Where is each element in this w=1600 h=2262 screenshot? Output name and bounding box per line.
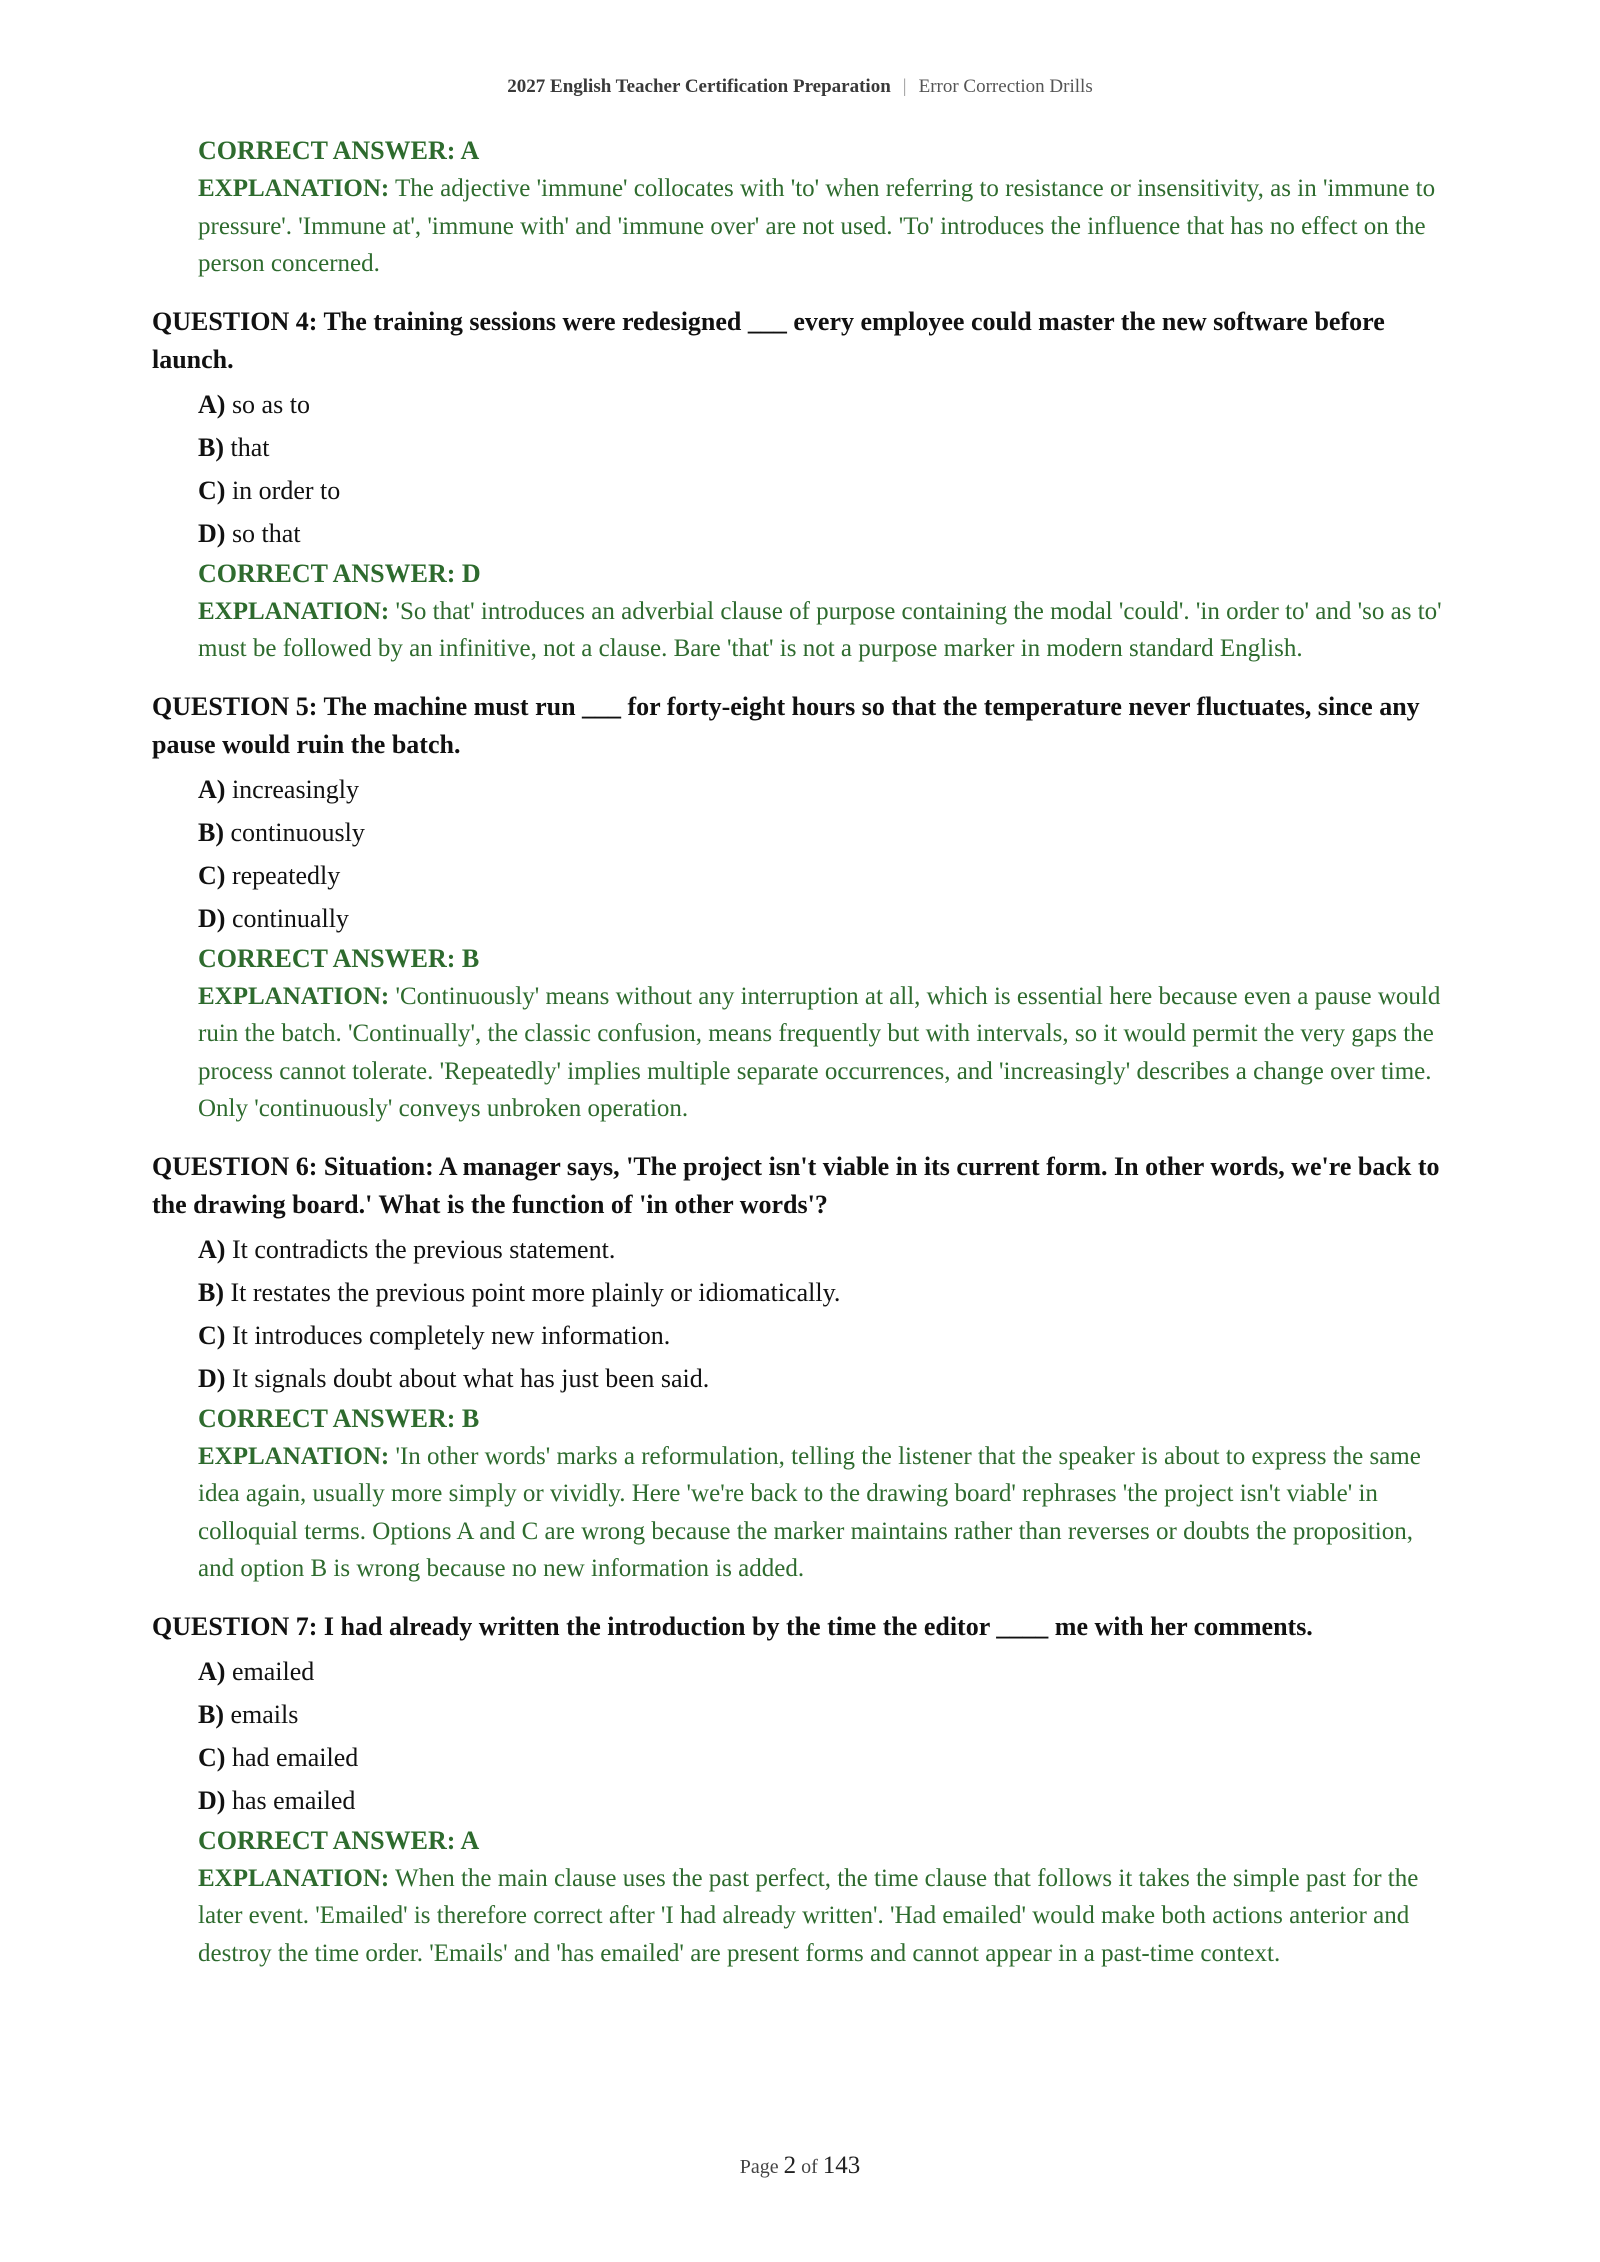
option-text: has emailed [225,1785,356,1815]
explanation-label: EXPLANATION: [198,175,390,202]
option-text: so that [225,518,301,548]
explanation [198,170,1448,283]
option-b [198,1271,1448,1314]
explanation-text: 'So that' introduces an adverbial clause of purpose containing the modal 'could'. 'in order to' and 'so as to' must be followed by an infinitive, not a clause. Bare 'that' is not a purpose marker in modern standard English. [198,597,1442,662]
correct-answer: CORRECT ANSWER: B [198,1403,480,1433]
option-letter: C) [198,1742,226,1772]
explanation-text: 'In other words' marks a reformulation, telling the listener that the speaker is about to express the same idea again, usually more simply or vividly. Here 'we're back to the drawing board' rephrases 'the project isn't viable' in colloquial terms. Options A and C are wrong because the marker maintains rather than reverses or doubts the proposition, and option B is wrong because no new information is added. [198,1442,1421,1582]
page-header [0,76,1600,98]
option-letter: B) [198,1699,224,1729]
page-word: Page [739,2156,779,2178]
option-list [152,383,1448,668]
option-text: so as to [225,389,310,419]
explanation-label: EXPLANATION: [198,1864,390,1892]
option-letter: B) [198,817,224,847]
correct-answer: CORRECT ANSWER: D [198,558,481,588]
option-c [198,469,1448,512]
question-prompt: QUESTION 4: The training sessions were redesigned ___ every employee could master the new software before launch. [152,306,1385,374]
explanation [198,1860,1448,1973]
option-b [198,811,1448,854]
question-block-6 [152,1148,1448,1588]
explanation-label: EXPLANATION: [198,597,390,625]
option-letter: D) [198,903,226,933]
correct-answer: CORRECT ANSWER: A [198,136,480,165]
explanation [198,593,1448,668]
option-d [198,1357,1448,1400]
option-text: in order to [225,475,341,505]
header-separator: | [902,76,907,97]
explanation-label: EXPLANATION: [198,1442,390,1470]
total-pages: 143 [822,2152,861,2179]
option-text: emailed [225,1656,315,1686]
of-word: of [801,2156,818,2178]
option-d [198,1779,1448,1822]
option-b [198,1693,1448,1736]
option-letter: C) [198,475,226,505]
option-text: emails [224,1699,299,1729]
document-subtitle: Error Correction Drills [918,76,1093,97]
option-text: It signals doubt about what has just been said. [225,1363,710,1393]
option-letter: D) [198,1785,226,1815]
option-letter: D) [198,1363,226,1393]
option-letter: B) [198,1277,224,1307]
option-a [198,768,1448,811]
explanation-label: EXPLANATION: [198,982,390,1010]
option-letter: A) [198,389,226,419]
question-block-5 [152,688,1448,1128]
question-prompt: QUESTION 6: Situation: A manager says, 'The project isn't viable in its current form. In other words, we're back to the drawing board.' What is the function of 'in other words'? [152,1151,1440,1219]
page-content [152,132,1448,1972]
option-list [152,768,1448,1128]
option-text: had emailed [225,1742,359,1772]
carryover-block [152,132,1448,283]
option-list [152,1650,1448,1973]
explanation-text: 'Continuously' means without any interruption at all, which is essential here because even a pause would ruin the batch. 'Continually', the classic confusion, means frequently but with intervals, so it would permit the very gaps the process cannot tolerate. 'Repeatedly' implies multiple separate occurrences, and 'increasingly' describes a change over time. Only 'continuously' conveys unbroken operation. [198,982,1441,1122]
page-footer [0,2152,1600,2180]
option-letter: A) [198,774,226,804]
question-block-7 [152,1608,1448,1973]
option-letter: D) [198,518,226,548]
explanation [198,978,1448,1128]
option-letter: A) [198,1656,226,1686]
option-text: repeatedly [225,860,341,890]
option-d [198,897,1448,940]
document-title: 2027 English Teacher Certification Preparation [507,76,891,97]
option-a [198,1650,1448,1693]
option-text: that [224,432,270,462]
correct-answer: CORRECT ANSWER: B [198,943,480,973]
option-text: It contradicts the previous statement. [225,1234,616,1264]
option-letter: C) [198,860,226,890]
explanation [198,1438,1448,1588]
option-text: It introduces completely new information. [225,1320,671,1350]
question-block-4 [152,303,1448,668]
option-b [198,426,1448,469]
option-text: continuously [224,817,365,847]
option-c [198,854,1448,897]
question-prompt: QUESTION 7: I had already written the introduction by the time the editor ____ me with her comments. [152,1611,1313,1641]
option-text: continually [225,903,349,933]
option-text: increasingly [225,774,360,804]
option-d [198,512,1448,555]
explanation-text: The adjective 'immune' collocates with 'to' when referring to resistance or insensitivity, as in 'immune to pressure'. 'Immune at', 'immune with' and 'immune over' are not used. 'To' introduces the influence that has no effect on the person concerned. [198,175,1436,277]
option-list [152,1228,1448,1588]
option-c [198,1314,1448,1357]
option-c [198,1736,1448,1779]
option-letter: C) [198,1320,226,1350]
option-a [198,383,1448,426]
page-number: 2 [783,2152,797,2179]
option-letter: B) [198,432,224,462]
option-text: It restates the previous point more plainly or idiomatically. [224,1277,841,1307]
question-prompt: QUESTION 5: The machine must run ___ for forty-eight hours so that the temperature never fluctuates, since any pause would ruin the batch. [152,691,1420,759]
option-letter: A) [198,1234,226,1264]
correct-answer: CORRECT ANSWER: A [198,1825,480,1855]
option-a [198,1228,1448,1271]
explanation-text: When the main clause uses the past perfect, the time clause that follows it takes the simple past for the later event. 'Emailed' is therefore correct after 'I had already written'. 'Had emailed' would make both actions anterior and destroy the time order. 'Emails' and 'has emailed' are present forms and cannot appear in a past-time context. [198,1864,1419,1967]
